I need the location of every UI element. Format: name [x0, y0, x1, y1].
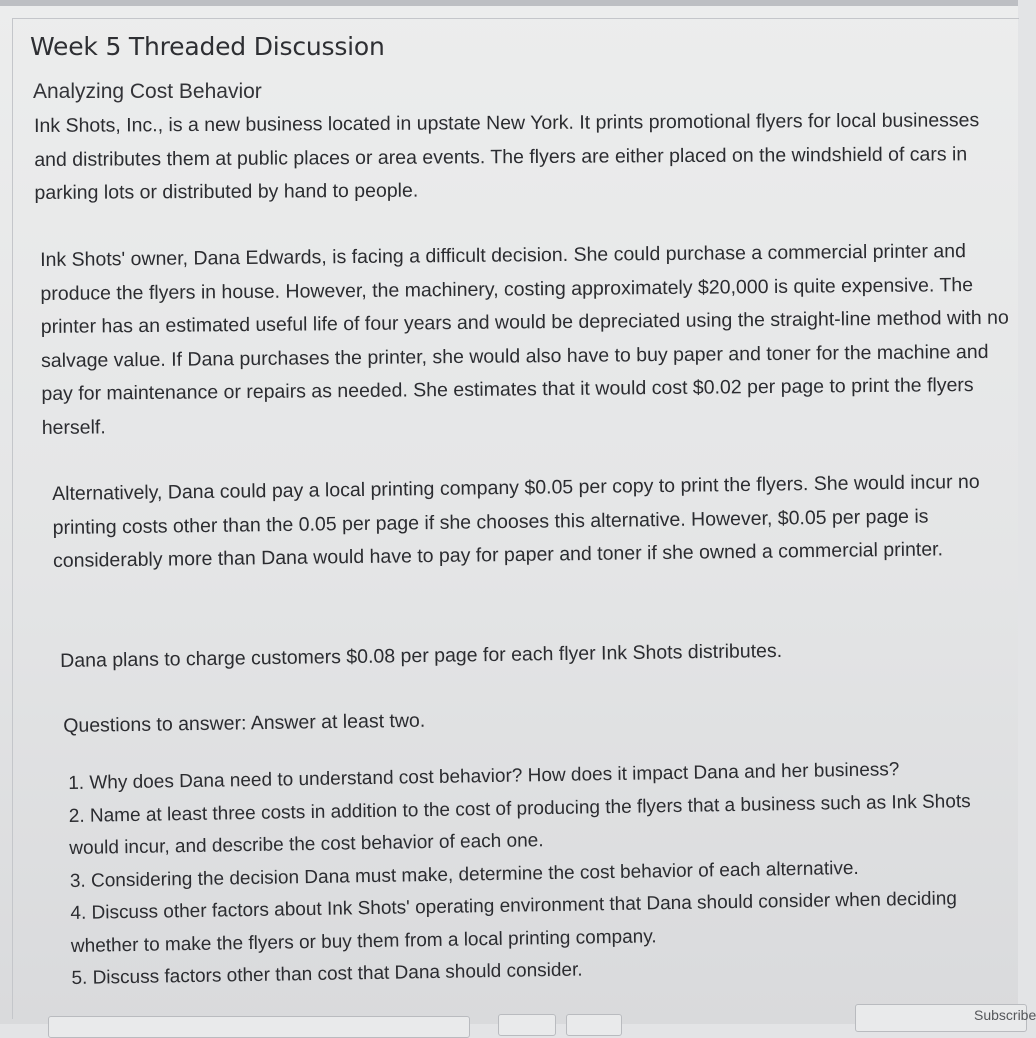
pricing-paragraph: Dana plans to charge customers $0.08 per page for each flyer Ink Shots distributes.: [60, 639, 783, 672]
list-item: 5. Discuss factors other than cost that Dana should consider.: [71, 959, 583, 989]
subscribe-button[interactable]: [855, 1004, 1036, 1032]
printer-option-paragraph: Ink Shots' owner, Dana Edwards, is facing a difficult decision. She could purchase a commercial printer and produce the flyers in house. However, the machinery, costing approximately $20,000 is quite expensive. The printer has an estimated useful life of four years and would be depreciated using the straight-line method with no salvage value. If Dana purchases the printer, she would also have to buy paper and toner for the machine and pay for maintenance or repairs as needed. She estimates that it would cost $0.02 per page to print the flyers herself.: [40, 240, 1009, 439]
list-item: 4. Discuss other factors about Ink Shots' operating environment that Dana should consider when deciding whether to make the flyers or buy them from a local printing company.: [70, 888, 958, 957]
subscribe-button-label: Subscribe: [974, 1007, 1036, 1023]
toolbar-button[interactable]: [566, 1014, 622, 1036]
bottom-toolbar: [0, 1007, 1036, 1024]
intro-paragraph: Ink Shots, Inc., is a new business located in upstate New York. It prints promotional flyers for local businesses and distributes them at public places or area events. The flyers are either placed on the windshield of cars in parking lots or distributed by hand to people.: [34, 109, 980, 204]
browser-top-edge: [0, 0, 1018, 6]
reply-field[interactable]: [48, 1016, 470, 1038]
toolbar-button[interactable]: [498, 1014, 556, 1036]
outsource-option-paragraph: Alternatively, Dana could pay a local printing company $0.05 per copy to print the flyers. She would incur no printing costs other than the 0.05 per page if she chooses this alternative. However, $0.05 per page is considerably more than Dana would have to pay for paper and toner if she owned a commercial printer.: [52, 470, 980, 572]
list-item: 1. Why does Dana need to understand cost behavior? How does it impact Dana and her business?: [68, 759, 900, 794]
questions-list: [68, 753, 1002, 996]
page-title: Week 5 Threaded Discussion: [30, 32, 385, 61]
list-item: 2. Name at least three costs in addition to the cost of producing the flyers that a business such as Ink Shots would incur, and describe the cost behavior of each one.: [68, 790, 971, 859]
questions-intro: Questions to answer: Answer at least two.: [63, 709, 426, 737]
discussion-subtitle: Analyzing Cost Behavior: [33, 80, 262, 103]
list-item: 3. Considering the decision Dana must make, determine the cost behavior of each alternative.: [69, 857, 859, 892]
